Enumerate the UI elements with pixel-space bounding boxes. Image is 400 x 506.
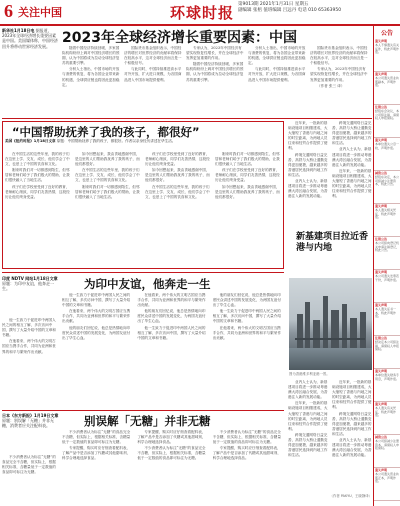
notice-heading: 遗失声明 — [375, 369, 388, 373]
bridge-shape — [295, 338, 365, 340]
notice-item — [374, 270, 400, 303]
notice-item — [374, 369, 400, 402]
paragraph: 他的朋友们回忆说，他总是热情地向印度民众讲述中国的发展变化，为两国友谊付出了毕生心血。 — [137, 309, 206, 324]
paragraph: 如今回想起来，我由衷地感谢中国，是这里的人们帮助我抚养了我的孩子，而他们都很好。 — [145, 168, 210, 183]
paragraph: 在他看来，两个伟大的文明古国应当携手合作，共同为亚洲和世界的和平与繁荣作出贡献。 — [137, 293, 206, 308]
paragraph: 专家认为，2023年中国经济有望实现恢复性增长，并在全球经济中发挥更加重要的作用。 — [186, 46, 244, 61]
notice-body: 本公司遗失营业执照副本，声明作废。 — [375, 75, 400, 88]
paragraph: 国际货币基金组织表示，中国经济的增长对世界经济的贡献率将保持在较高水平，这对全球经济而言是一个积极信号。 — [124, 46, 182, 66]
building-shape — [323, 296, 328, 348]
notice-heading: 遗失声明 — [375, 204, 388, 208]
editor-line: 副编辑 张梧 值班编辑 吕远丹 电话 010 65363950 — [238, 8, 342, 13]
article-column — [124, 46, 182, 116]
notice-heading: 注销公告 — [375, 237, 388, 241]
article-column — [75, 152, 141, 266]
paragraph: 不少消费者认为标注“无糖”的食品完全不含糖，但实际上，根据相关标准，含糖量低于一定数值的食品即可标注为无糖。 — [2, 455, 56, 475]
article-column — [62, 46, 120, 116]
article-column — [5, 152, 71, 266]
paragraph: 孩子们在学校里受到了良好的教育，老师耐心细致，同学们友善热情，这段经历让他们终身受益。 — [215, 168, 280, 183]
notice-body: 本人不慎遗失有关证件，特此声明作废。 — [375, 42, 400, 55]
page-number: 6 — [4, 1, 13, 21]
paragraph: 在中国生活的这些年里，我的孩子们在这里上学、交友、成长，他们学会了中文，也爱上了中国的饮食和文化。 — [145, 184, 210, 199]
article-column — [2, 455, 58, 504]
paragraph: 他的朋友们回忆说，他总是热情地向印度民众讲述中国的发展变化，为两国友谊付出了毕生心血。 — [212, 293, 281, 308]
notice-body: 本公司遗失发票若干份，声明作废。 — [375, 273, 400, 282]
paragraph: 专家提醒，购买时应仔细查看配料表，了解产品中是否添加了代糖或其他甜味剂，科学合理地选择食品。 — [62, 446, 131, 461]
article-column — [332, 380, 372, 490]
headline-article-3: 新基建项目拉近香港与内地 — [296, 232, 369, 253]
notice-item — [374, 171, 400, 204]
article-column — [248, 46, 306, 116]
notice-body: 经决定本公司拟注销，请债权人申报债权。 — [375, 339, 400, 352]
article-3-body-top — [288, 121, 372, 227]
lede-box-3 — [2, 276, 60, 316]
paragraph: 刚来时我们对一切都感到陌生，但邻居和老师们给予了我们极大的帮助，让我们很快融入了当地生活。 — [75, 184, 140, 199]
lede-text: 据报道，2023年全球经济增长重要因素是中国。美国媒体称，中国经济回升将带动世界经济发展。 — [2, 28, 58, 49]
section-divider — [2, 272, 284, 273]
building-shape — [305, 302, 310, 348]
paragraph: 孩子们在学校里受到了良好的教育，老师耐心细致，同学们友善热情，这段经历让他们终身受益。 — [145, 152, 210, 167]
headline-article-1: 2023年全球经济增长重要因素：中国 — [62, 30, 297, 46]
paragraph: 近年来，一批新的基础设施项目相继建成，大大缩短了香港与内地之间的时空距离，为两地人员往来和经贸合作提供了便利。 — [288, 401, 328, 431]
section-divider — [2, 410, 284, 411]
lede-text: 原题：别误解「无糖」并非无糖，消费者应关注配料表。 — [2, 418, 54, 429]
paragraph: 与此同时，中国持续推进高水平对外开放，扩大进口规模，为各国商品进入中国市场提供便利。 — [124, 67, 182, 82]
lede-intro: 印度 NDTV 网站1月18日文章 — [2, 276, 58, 281]
notice-item — [374, 303, 400, 336]
paragraph: 近年来，一批新的基础设施项目相继建成，大大缩短了香港与内地之间的时空距离，为两地人员往来和经贸合作提供了便利。 — [288, 121, 328, 151]
article-column — [213, 430, 284, 504]
paragraph: 专家提醒，购买时应仔细查看配料表，了解产品中是否添加了代糖或其他甜味剂，科学合理地选择食品。 — [137, 430, 206, 445]
paragraph: 在他看来，两个伟大的文明古国应当携手合作，共同为亚洲和世界的和平与繁荣作出贡献。 — [2, 339, 56, 354]
building-shape — [297, 314, 303, 348]
paragraph: 业内人士认为，新基建项目将进一步推动粤港澳大湾区融合发展，为香港注入新的发展动能。 — [332, 438, 372, 458]
masthead — [0, 0, 400, 26]
paragraph: 专家认为，2023年中国经济有望实现恢复性增长，并在全球经济中发挥更加重要的作用。 — [310, 67, 368, 82]
paragraph: 跨境交通网络日益完善，高铁与大桥让通勤变得更加便捷，越来越多的香港居民选择到内地工作和生活。 — [288, 432, 328, 458]
notice-heading: 减资公告 — [375, 435, 388, 439]
lede-intro: 日本《东方新报》1月19日文章 — [2, 413, 59, 418]
notice-body: 本单位遗失财务专用章，声明作废。 — [375, 372, 400, 381]
paragraph: 他一生致力于促进印中两国人民之间的相互了解，多次访问中国，撰写了大量介绍中国的文章和书籍。 — [212, 309, 281, 324]
notice-body: 本公司拟向登记机关申请注销登记，特此公告。 — [375, 240, 400, 253]
notice-heading: 遗失声明 — [375, 468, 388, 472]
article-column — [2, 318, 58, 408]
article-column — [215, 152, 281, 266]
article-column — [288, 380, 328, 490]
paragraph: 跨境交通网络日益完善，高铁与大桥让通勤变得更加便捷，越来越多的香港居民选择到内地工作和生活。 — [332, 121, 372, 146]
notice-item — [374, 435, 400, 468]
notice-heading: 注销公告 — [375, 105, 388, 109]
lede-box-2 — [5, 139, 280, 151]
notice-body: 本人遗失相关凭证，特此声明作废。 — [375, 207, 397, 220]
notice-heading: 遗失声明 — [375, 138, 388, 142]
notice-item — [374, 204, 400, 237]
notice-heading: 遗失声明 — [375, 72, 388, 76]
paragraph: 国际货币基金组织表示，中国经济的增长对世界经济的贡献率将保持在较高水平，这对全球经济而言是一个积极信号。 — [310, 46, 368, 66]
lede-box-4 — [2, 413, 60, 453]
paragraph: 随着中国经济持续回暖，多家国际机构纷纷上调对中国经济增长的预期，认为中国将成为拉动全球经济复苏的重要引擎。 — [186, 62, 244, 82]
issue-info — [238, 2, 358, 14]
building-shape — [313, 320, 320, 348]
notice-body: 本人遗失有关凭证，特此声明作废。 — [375, 405, 397, 418]
paragraph: 不少消费者认为标注“无糖”的食品完全不含糖，但实际上，根据相关标准，含糖量低于一定数值的食品即可标注为无糖。 — [212, 430, 281, 445]
sidebar-title: 公告 — [380, 30, 393, 37]
paragraph: 如今回想起来，我由衷地感谢中国，是这里的人们帮助我抚养了我的孩子，而他们都很好。 — [75, 152, 140, 167]
paragraph: 近年来，一批新的基础设施项目相继建成，大大缩短了香港与内地之间的时空距离，为两地人员往来和经贸合作提供了便利。 — [332, 168, 372, 199]
issue-line: 第9013期 2021年1月31日 星期五 — [238, 2, 309, 7]
notice-body: 本人遗失证书一本，特此声明作废。 — [375, 306, 397, 319]
article-4-body — [62, 293, 284, 407]
lede-box-1 — [2, 28, 60, 70]
lede-text: 原题：为印中友谊，他奔走一生。 — [2, 281, 54, 292]
article-column — [62, 430, 133, 504]
paragraph: 与此同时，中国持续推进高水平对外开放，扩大进口规模，为各国商品进入中国市场提供便利。 — [248, 67, 306, 82]
paragraph: 不少消费者认为标注“无糖”的食品完全不含糖，但实际上，根据相关标准，含糖量低于一定数值的食品即可标注为无糖。 — [137, 446, 206, 461]
newspaper-logo: 环球时报 — [170, 4, 235, 22]
notice-heading: 注销公告 — [375, 336, 388, 340]
building-shape — [331, 310, 339, 348]
notice-body: 本单位遗失公章一枚，声明作废。 — [375, 141, 400, 150]
paragraph: 如今回想起来，我由衷地感谢中国，是这里的人们帮助我抚养了我的孩子，而他们都很好。 — [215, 184, 280, 199]
headline-article-4: 为印中友谊，他奔走一生 — [84, 277, 211, 291]
notices-sidebar — [373, 26, 400, 506]
paragraph: 分析人士指出，中国市场的开放与消费的恢复，将为各国企业带来新的机遇，全球供应链也将因此更加稳定。 — [62, 67, 120, 87]
paragraph: 跨境交通网络日益完善，高铁与大桥让通勤变得更加便捷，越来越多的香港居民选择到内地工作和生活。 — [332, 411, 372, 436]
masthead-rule — [0, 24, 400, 26]
building-shape — [360, 312, 366, 348]
notice-item — [374, 138, 400, 171]
translator-credit: （作者 PAKYU、王晓静译） — [329, 494, 372, 498]
paragraph: 刚来时我们对一切都感到陌生，但邻居和老师们给予了我们极大的帮助，让我们很快融入了当地生活。 — [5, 168, 70, 183]
paragraph: 孩子们在学校里受到了良好的教育，老师耐心细致，同学们友善热情，这段经历让他们终身受益。 — [5, 184, 70, 199]
section-divider — [2, 118, 372, 119]
article-4-side-column — [2, 318, 58, 408]
article-3-body-bottom — [288, 380, 372, 490]
paragraph: 不少消费者认为标注“无糖”的食品完全不含糖，但实际上，根据相关标准，含糖量低于一定数值的食品即可标注为无糖。 — [62, 430, 131, 445]
harbour-water — [289, 348, 372, 370]
notice-list — [374, 39, 400, 501]
paragraph: 刚来时我们对一切都感到陌生，但邻居和老师们给予了我们极大的帮助，让我们很快融入了当地生活。 — [215, 152, 280, 167]
article-column — [145, 152, 211, 266]
article-column — [137, 293, 208, 407]
headline-article-2: “中国帮助抚养了我的孩子，都很好” — [12, 125, 200, 139]
notice-body: 本公司遗失营业执照正本，声明作废。 — [375, 471, 400, 484]
notice-heading: 遗失声明 — [375, 270, 388, 274]
notice-heading: 遗失声明 — [375, 39, 388, 43]
article-5-side-column — [2, 455, 58, 504]
paragraph: 跨境交通网络日益完善，高铁与大桥让通勤变得更加便捷，越来越多的香港居民选择到内地工作和生活。 — [288, 152, 328, 177]
notice-heading: 遗失声明 — [375, 402, 388, 406]
notice-item — [374, 468, 400, 501]
notice-item — [374, 39, 400, 72]
lede-intro: 美国《纽约时报》1月18日文章 — [5, 139, 56, 143]
notice-body: 经股东会决议，本公司拟注销，请债权人申报债权。 — [375, 108, 400, 121]
paragraph: 专家提醒，购买时应仔细查看配料表，了解产品中是否添加了代糖或其他甜味剂，科学合理地选择食品。 — [212, 446, 281, 461]
hong-kong-skyline-photo — [289, 278, 372, 370]
notice-body: 本公司拟减少注册资本，请债权人申报债权。 — [375, 438, 400, 451]
headline-article-5: 别误解「无糖」并非无糖 — [84, 414, 211, 428]
paragraph: 在中国生活的这些年里，我的孩子们在这里上学、交友、成长，他们学会了中文，也爱上了中国的饮食和文化。 — [75, 168, 140, 183]
article-column — [137, 430, 208, 504]
notice-item — [374, 105, 400, 138]
paragraph: 分析人士指出，中国市场的开放与消费的恢复，将为各国企业带来新的机遇，全球供应链也将因此更加稳定。 — [248, 46, 306, 66]
notice-heading: 减资公告 — [375, 171, 388, 175]
notice-body: 经股东决定，本公司拟减少注册资本，特此公告。 — [375, 174, 400, 187]
paragraph: 在他看来，两个伟大的文明古国应当携手合作，共同为亚洲和世界的和平与繁荣作出贡献。 — [62, 309, 131, 324]
notice-heading: 遗失声明 — [375, 303, 388, 307]
lede-intro: 新华社1月18日电 — [2, 28, 35, 33]
paragraph: 近年来，一批新的基础设施项目相继建成，大大缩短了香港与内地之间的时空距离，为两地人员往来和经贸合作提供了便利。 — [332, 380, 372, 410]
section-title: 关注中国 — [18, 6, 62, 19]
notice-item — [374, 237, 400, 270]
paragraph: 随着中国经济持续回暖，多家国际机构纷纷上调对中国经济增长的预期，认为中国将成为拉动全球经济复苏的重要引擎。 — [62, 46, 120, 66]
building-shape — [342, 304, 347, 348]
paragraph: 业内人士认为，新基建项目将进一步推动粤港澳大湾区融合发展，为香港注入新的发展动能。 — [288, 380, 328, 400]
paragraph: 他的朋友们回忆说，他总是热情地向印度民众讲述中国的发展变化，为两国友谊付出了毕生心血。 — [62, 325, 131, 340]
article-column — [310, 46, 368, 116]
article-5-body — [62, 430, 284, 504]
article-1-body — [62, 46, 368, 116]
paragraph: 他一生致力于促进印中两国人民之间的相互了解，多次访问中国，撰写了大量介绍中国的文章和书籍。 — [2, 318, 56, 338]
paragraph: 在他看来，两个伟大的文明古国应当携手合作，共同为亚洲和世界的和平与繁荣作出贡献。 — [212, 325, 281, 340]
article-column — [186, 46, 244, 116]
building-shape — [350, 318, 357, 348]
paragraph: 在中国生活的这些年里，我的孩子们在这里上学、交友、成长，他们学会了中文，也爱上了中国的饮食和文化。 — [5, 152, 70, 167]
article-column — [62, 293, 133, 407]
article-column — [213, 293, 284, 407]
lede-text: 原题：中国帮助抚养了我的孩子，都很好。作者以亲身经历讲述在华生活。 — [56, 139, 176, 143]
paragraph: 他一生致力于促进印中两国人民之间的相互了解，多次访问中国，撰写了大量介绍中国的文章和书籍。 — [137, 325, 206, 340]
photo-caption: 图为香港维多利亚港一景。 — [289, 372, 330, 376]
notice-item — [374, 72, 400, 105]
paragraph: 业内人士认为，新基建项目将进一步推动粤港澳大湾区融合发展，为香港注入新的发展动能。 — [332, 147, 372, 167]
paragraph: 业内人士认为，新基建项目将进一步推动粤港澳大湾区融合发展，为香港注入新的发展动能。 — [288, 179, 328, 199]
notice-item — [374, 336, 400, 369]
notice-item — [374, 402, 400, 435]
article-column — [288, 121, 328, 227]
byline: （作者 张三 译） — [317, 83, 345, 88]
article-2-body — [5, 152, 281, 266]
paragraph: 他一生致力于促进印中两国人民之间的相互了解，多次访问中国，撰写了大量介绍中国的文章和书籍。 — [62, 293, 131, 308]
article-column — [332, 121, 372, 227]
